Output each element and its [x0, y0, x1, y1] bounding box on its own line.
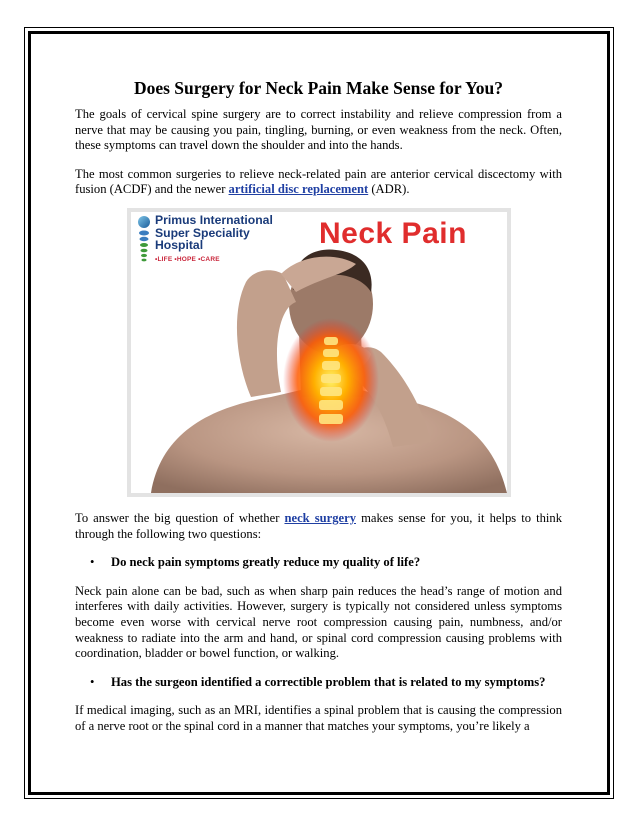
paragraph-intro: The goals of cervical spine surgery are to correct instability and relieve compression from a nerve that may be causing you pain, tingling, burning, or even weakness from the neck. Often, these symptoms can travel down the shoulder and into the hands. — [75, 107, 562, 153]
hospital-logo-mark — [138, 216, 150, 261]
question-list-1 — [75, 555, 562, 571]
neck-surgery-link[interactable]: neck surgery — [284, 510, 356, 525]
question-list-2 — [75, 675, 562, 691]
image-headline: Neck Pain — [319, 216, 467, 250]
paragraph-medical-imaging: If medical imaging, such as an MRI, identifies a spinal problem that is causing the compression of a nerve root or the spinal cord in a manner that matches your symptoms, you’re likely a — [75, 703, 562, 733]
neck-pain-illustration — [131, 212, 507, 493]
hospital-logo-tagline: •LIFE •HOPE •CARE — [155, 255, 220, 263]
neck-pain-image-canvas — [131, 212, 507, 493]
paragraph-big-question — [75, 511, 562, 542]
paragraph-text: (ADR). — [368, 182, 410, 197]
logo-line: Primus International — [155, 212, 273, 227]
paragraph-quality-of-life: Neck pain alone can be bad, such as when sharp pain reduces the head’s range of motion and interferes with daily activities. However, surgery is typically not considered unless symptoms become even worse with cervical nerve root compression causing pain, numbness, and/or weakness to radiate into the arm and hand, or spinal cord compression causing problems with coordination, bladder or bowel function, or walking. — [75, 583, 562, 661]
list-item-text: Do neck pain symptoms greatly reduce my quality of life? — [111, 555, 421, 570]
paragraph-text: To answer the big question of whether — [75, 510, 285, 525]
bullet-icon: • — [90, 674, 95, 689]
paragraph-common-surgeries — [75, 167, 562, 198]
list-item-text: Has the surgeon identified a correctible problem that is related to my symptoms? — [111, 674, 546, 689]
document-title: Does Surgery for Neck Pain Make Sense for You? — [133, 78, 504, 98]
document-body — [75, 77, 562, 748]
paragraph-text: makes sense for you, it helps to think through the following two questions: — [75, 510, 562, 541]
bullet-icon: • — [90, 555, 95, 570]
logo-line: Super Speciality — [155, 225, 250, 240]
hospital-logo-name — [155, 214, 273, 252]
logo-line: Hospital — [155, 238, 204, 253]
list-item — [75, 675, 562, 691]
list-item — [75, 555, 562, 571]
artificial-disc-replacement-link[interactable]: artificial disc replacement — [228, 182, 369, 197]
neck-pain-image — [127, 208, 511, 497]
paragraph-text: The most common surgeries to relieve neck-related pain are anterior cervical discectomy with fusion (ACDF) and the newer — [75, 166, 562, 197]
